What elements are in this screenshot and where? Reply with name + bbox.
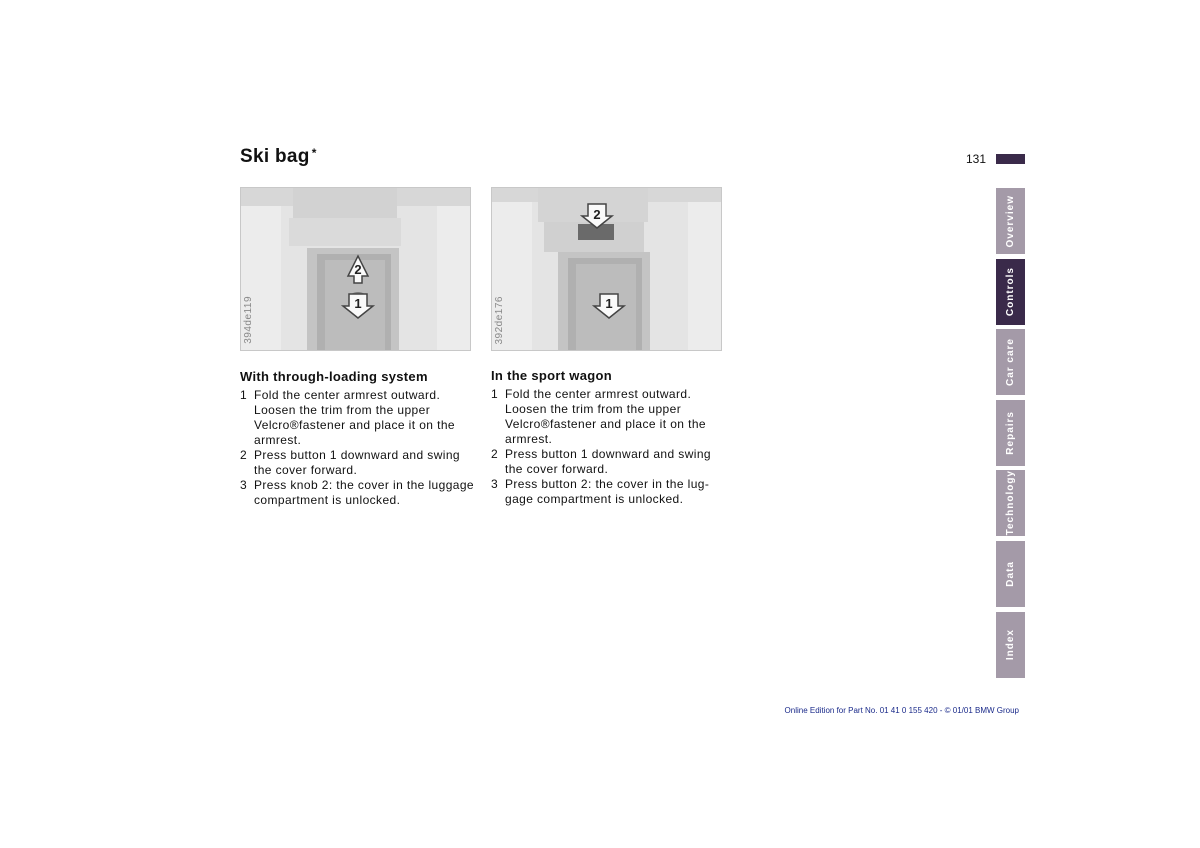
- figure-code: 394de119: [243, 296, 254, 344]
- footer-edition-note: Online Edition for Part No. 01 41 0 155 420 - © 01/01 BMW Group: [784, 706, 1019, 715]
- step-number: 1: [240, 388, 248, 402]
- step-text: Press button 1 downward and swing the cover forward.: [505, 447, 711, 476]
- section-heading: With through-loading system: [240, 369, 428, 384]
- figure-sport-wagon: [491, 187, 722, 351]
- tab-overview[interactable]: [996, 188, 1025, 254]
- step-number: 1: [491, 387, 499, 401]
- title-mark: *: [311, 146, 317, 160]
- step-number: 2: [491, 447, 499, 461]
- section-heading: In the sport wagon: [491, 368, 612, 383]
- arrow-label-2: 2: [354, 262, 362, 277]
- step-number: 2: [240, 448, 248, 462]
- tab-data[interactable]: [996, 541, 1025, 607]
- tab-index[interactable]: [996, 612, 1025, 678]
- figure-through-loading: [240, 187, 471, 351]
- page-title: [240, 146, 317, 168]
- arrow-label-1: 1: [354, 296, 362, 311]
- tab-car-care[interactable]: [996, 329, 1025, 395]
- list-item: [240, 478, 480, 508]
- arrow-label-1: 1: [605, 296, 613, 311]
- steps-list: [240, 388, 480, 508]
- tab-label: Data: [1005, 561, 1016, 587]
- tab-label: Index: [1005, 629, 1016, 661]
- tab-label: Technology: [1005, 470, 1016, 536]
- list-item: [240, 388, 480, 448]
- step-text: Press button 1 downward and swing the cover forward.: [254, 448, 460, 477]
- armrest-illustration: [241, 188, 470, 350]
- title-text: Ski bag: [240, 146, 310, 167]
- arrow-label-2: 2: [593, 207, 601, 222]
- step-number: 3: [491, 477, 499, 491]
- page-number-bar: [996, 154, 1025, 164]
- step-text: Fold the center armrest outward. Loosen the trim from the upper Velcro®fastener and place it on the armrest.: [254, 388, 455, 447]
- step-text: Press button 2: the cover in the lug-gage compartment is unlocked.: [505, 477, 710, 506]
- tab-technology[interactable]: [996, 470, 1025, 536]
- tab-label: Overview: [1005, 194, 1016, 248]
- tab-label: Car care: [1005, 337, 1016, 387]
- figure-code: 392de176: [494, 295, 505, 344]
- list-item: [491, 387, 731, 447]
- step-number: 3: [240, 478, 248, 492]
- tab-controls[interactable]: [996, 259, 1025, 325]
- tab-repairs[interactable]: [996, 400, 1025, 466]
- list-item: [491, 447, 731, 477]
- steps-list: [491, 387, 731, 507]
- tab-label: Controls: [1005, 267, 1016, 317]
- list-item: [240, 448, 480, 478]
- list-item: [491, 477, 731, 507]
- armrest-illustration: [492, 188, 721, 350]
- tab-label: Repairs: [1005, 411, 1016, 455]
- step-text: Fold the center armrest outward. Loosen the trim from the upper Velcro®fastener and place it on the armrest.: [505, 387, 706, 446]
- page-number: 131: [966, 152, 987, 166]
- section-sport-wagon: [491, 368, 731, 507]
- section-through-loading: [240, 369, 480, 508]
- step-text: Press knob 2: the cover in the luggage compartment is unlocked.: [254, 478, 474, 507]
